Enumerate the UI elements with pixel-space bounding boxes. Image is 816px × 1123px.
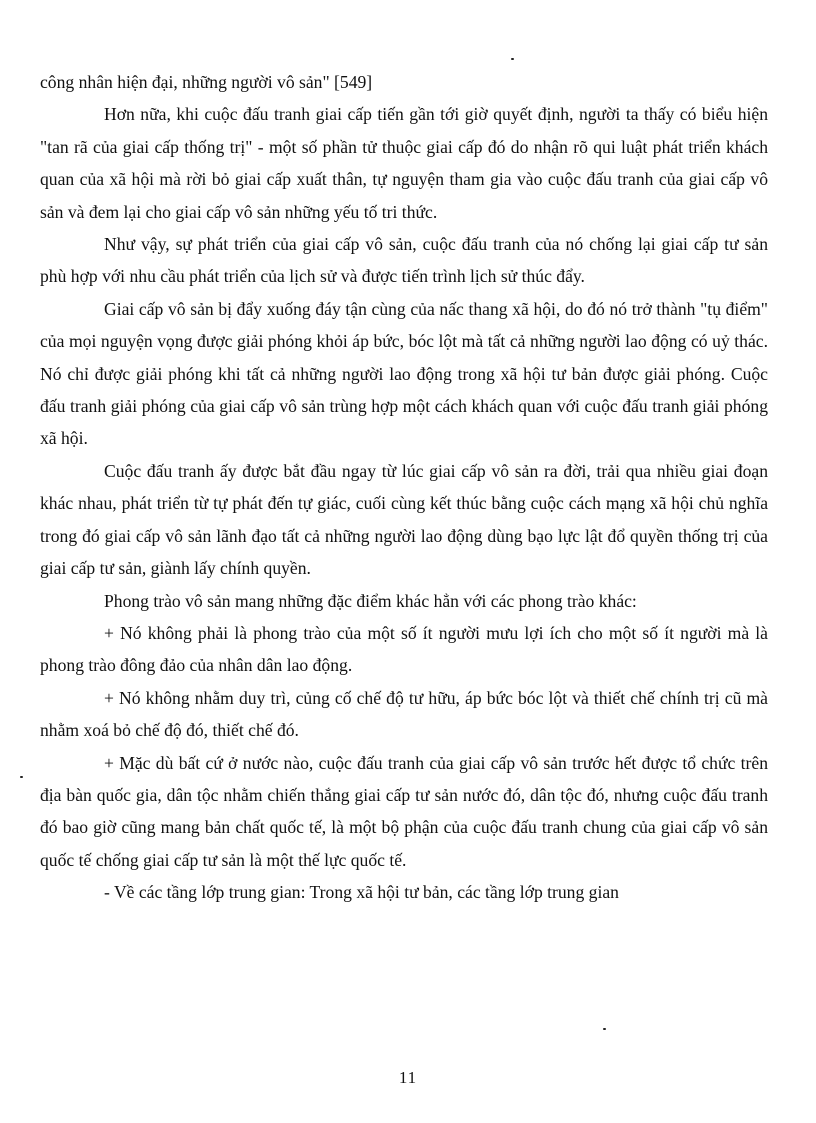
paragraph-continuation: công nhân hiện đại, những người vô sản" [549] <box>40 72 373 92</box>
list-item: + Nó không nhằm duy trì, củng cố chế độ tư hữu, áp bức bóc lột và thiết chế chính trị cũ mà nhằm xoá bỏ chế độ đó, thiết chế đó. <box>40 687 768 741</box>
paragraph: Hơn nữa, khi cuộc đấu tranh giai cấp tiến gần tới giờ quyết định, người ta thấy có biểu hiện "tan rã của giai cấp thống trị" - một số phần tử thuộc giai cấp đó do nhận rõ qui luật phát triển khách quan của xã hội mà rời bỏ giai cấp xuất thân, tự nguyện tham gia vào cuộc đấu tranh của giai cấp vô sản và đem lại cho giai cấp vô sản những yếu tố tri thức. <box>40 104 768 222</box>
paragraph: Phong trào vô sản mang những đặc điểm khác hẳn với các phong trào khác: <box>104 590 637 611</box>
scan-speck <box>20 776 23 778</box>
list-item: + Nó không phải là phong trào của một số ít người mưu lợi ích cho một số ít người mà là phong trào đông đảo của nhân dân lao động. <box>40 622 768 676</box>
paragraph: Như vậy, sự phát triển của giai cấp vô sản, cuộc đấu tranh của nó chống lại giai cấp tư sản phù hợp với nhu cầu phát triển của lịch sử và được tiến trình lịch sử thúc đẩy. <box>40 234 768 287</box>
list-item: + Mặc dù bất cứ ở nước nào, cuộc đấu tranh của giai cấp vô sản trước hết được tổ chức trên địa bàn quốc gia, dân tộc nhằm chiến thắng giai cấp tư sản nước đó, dân tộc đó, nhưng cuộc đấu tranh đó bao giờ cũng mang bản chất quốc tế, là một bộ phận của cuộc đấu tranh chung của giai cấp vô sản quốc tế chống giai cấp tư sản là một thế lực quốc tế. <box>40 752 768 870</box>
paragraph: Cuộc đấu tranh ấy được bắt đầu ngay từ lúc giai cấp vô sản ra đời, trải qua nhiều giai đoạn khác nhau, phát triển từ tự phát đến tự giác, cuối cùng kết thúc bằng cuộc cách mạng xã hội chủ nghĩa trong đó giai cấp vô sản lãnh đạo tất cả những người lao động dùng bạo lực lật đổ quyền thống trị của giai cấp tư sản, giành lấy chính quyền. <box>40 460 768 579</box>
paragraph: Giai cấp vô sản bị đẩy xuống đáy tận cùng của nấc thang xã hội, do đó nó trở thành "tụ điểm" của mọi nguyện vọng được giải phóng khỏi áp bức, bóc lột mà tất cả những người lao động có uỷ thác. Nó chỉ được giải phóng khi tất cả những người lao động trong xã hội tư bản được giải phóng. Cuộc đấu tranh giải phóng của giai cấp vô sản trùng hợp một cách khách quan với cuộc đấu tranh giải phóng xã hội. <box>40 298 768 449</box>
scan-speck <box>603 1028 606 1030</box>
body-text <box>40 66 768 909</box>
scan-speck <box>511 58 514 60</box>
paragraph: - Về các tầng lớp trung gian: Trong xã hội tư bản, các tầng lớp trung gian <box>104 882 619 903</box>
page-number: 11 <box>398 1068 418 1087</box>
